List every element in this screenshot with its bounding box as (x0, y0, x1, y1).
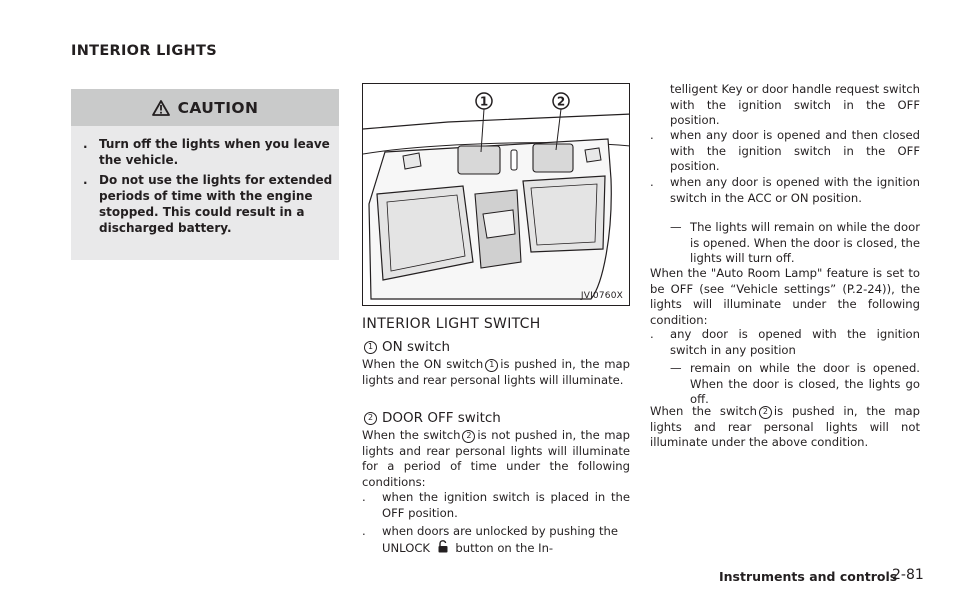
footer-section-name: Instruments and controls (719, 569, 898, 584)
caution-header (71, 89, 339, 126)
door-off-switch-heading: 2 DOOR OFF switch (362, 410, 501, 426)
callout-2-icon: 2 (759, 406, 772, 419)
caution-bullet: . Turn off the lights when you leave the vehicle. (83, 137, 330, 167)
final-paragraph: When the switch 2 is pushed in, the map lights and rear personal lights will not illuminate under the above condition. (650, 404, 920, 449)
condition-bullet: . when the ignition switch is placed in the OFF position. (362, 490, 630, 520)
page-number: 2-81 (892, 567, 924, 583)
on-switch-heading: 1 ON switch (362, 339, 450, 355)
warning-triangle-icon (152, 100, 170, 116)
figure-id: JVI0760X (580, 291, 623, 301)
condition-bullet: . any door is opened with the ignition switch in any position (650, 327, 920, 357)
section-title: INTERIOR LIGHTS (71, 43, 217, 59)
sub-note: — The lights will remain on while the door is opened. When the door is closed, the lights will turn off. (670, 220, 920, 265)
callout-1-icon: 1 (485, 359, 498, 372)
caution-title: CAUTION (177, 98, 259, 117)
sub-note: — remain on while the door is opened. When the door is closed, the lights go off. (670, 361, 920, 406)
unlock-padlock-icon (437, 540, 449, 553)
condition-bullet: . when any door is opened and then closed with the ignition switch in the OFF position. (650, 128, 920, 173)
callout-2-icon: 2 (364, 412, 377, 425)
condition-bullet: . when doors are unlocked by pushing the UNLOCK button on the In- (362, 524, 618, 555)
door-off-paragraph: When the switch 2 is not pushed in, the map lights and rear personal lights will illuminate for a period of time under the following conditions: (362, 428, 630, 489)
switch-figure (362, 83, 630, 306)
auto-room-lamp-paragraph: When the "Auto Room Lamp" feature is set to be OFF (see “Vehicle settings” (P.2-24)), the lights will illuminate under the following condition: (650, 266, 920, 327)
caution-bullet: . Do not use the lights for extended periods of time with the engine stopped. This could result in a discharged battery. (83, 173, 333, 235)
callout-2-icon: 2 (462, 430, 475, 443)
callout-1-icon: 1 (364, 341, 377, 354)
caution-box (71, 89, 339, 260)
callout-1-label: 1 (479, 94, 489, 109)
interior-light-switch-heading: INTERIOR LIGHT SWITCH (362, 316, 541, 332)
unlock-continuation: telligent Key or door handle request switch with the ignition switch in the OFF position. (670, 82, 920, 127)
on-switch-paragraph: When the ON switch 1 is pushed in, the map lights and rear personal lights will illuminate. (362, 357, 630, 387)
callout-2-label: 2 (556, 94, 566, 109)
overhead-console-illustration (363, 84, 630, 306)
condition-bullet: . when any door is opened with the ignition switch in the ACC or ON position. (650, 175, 920, 205)
